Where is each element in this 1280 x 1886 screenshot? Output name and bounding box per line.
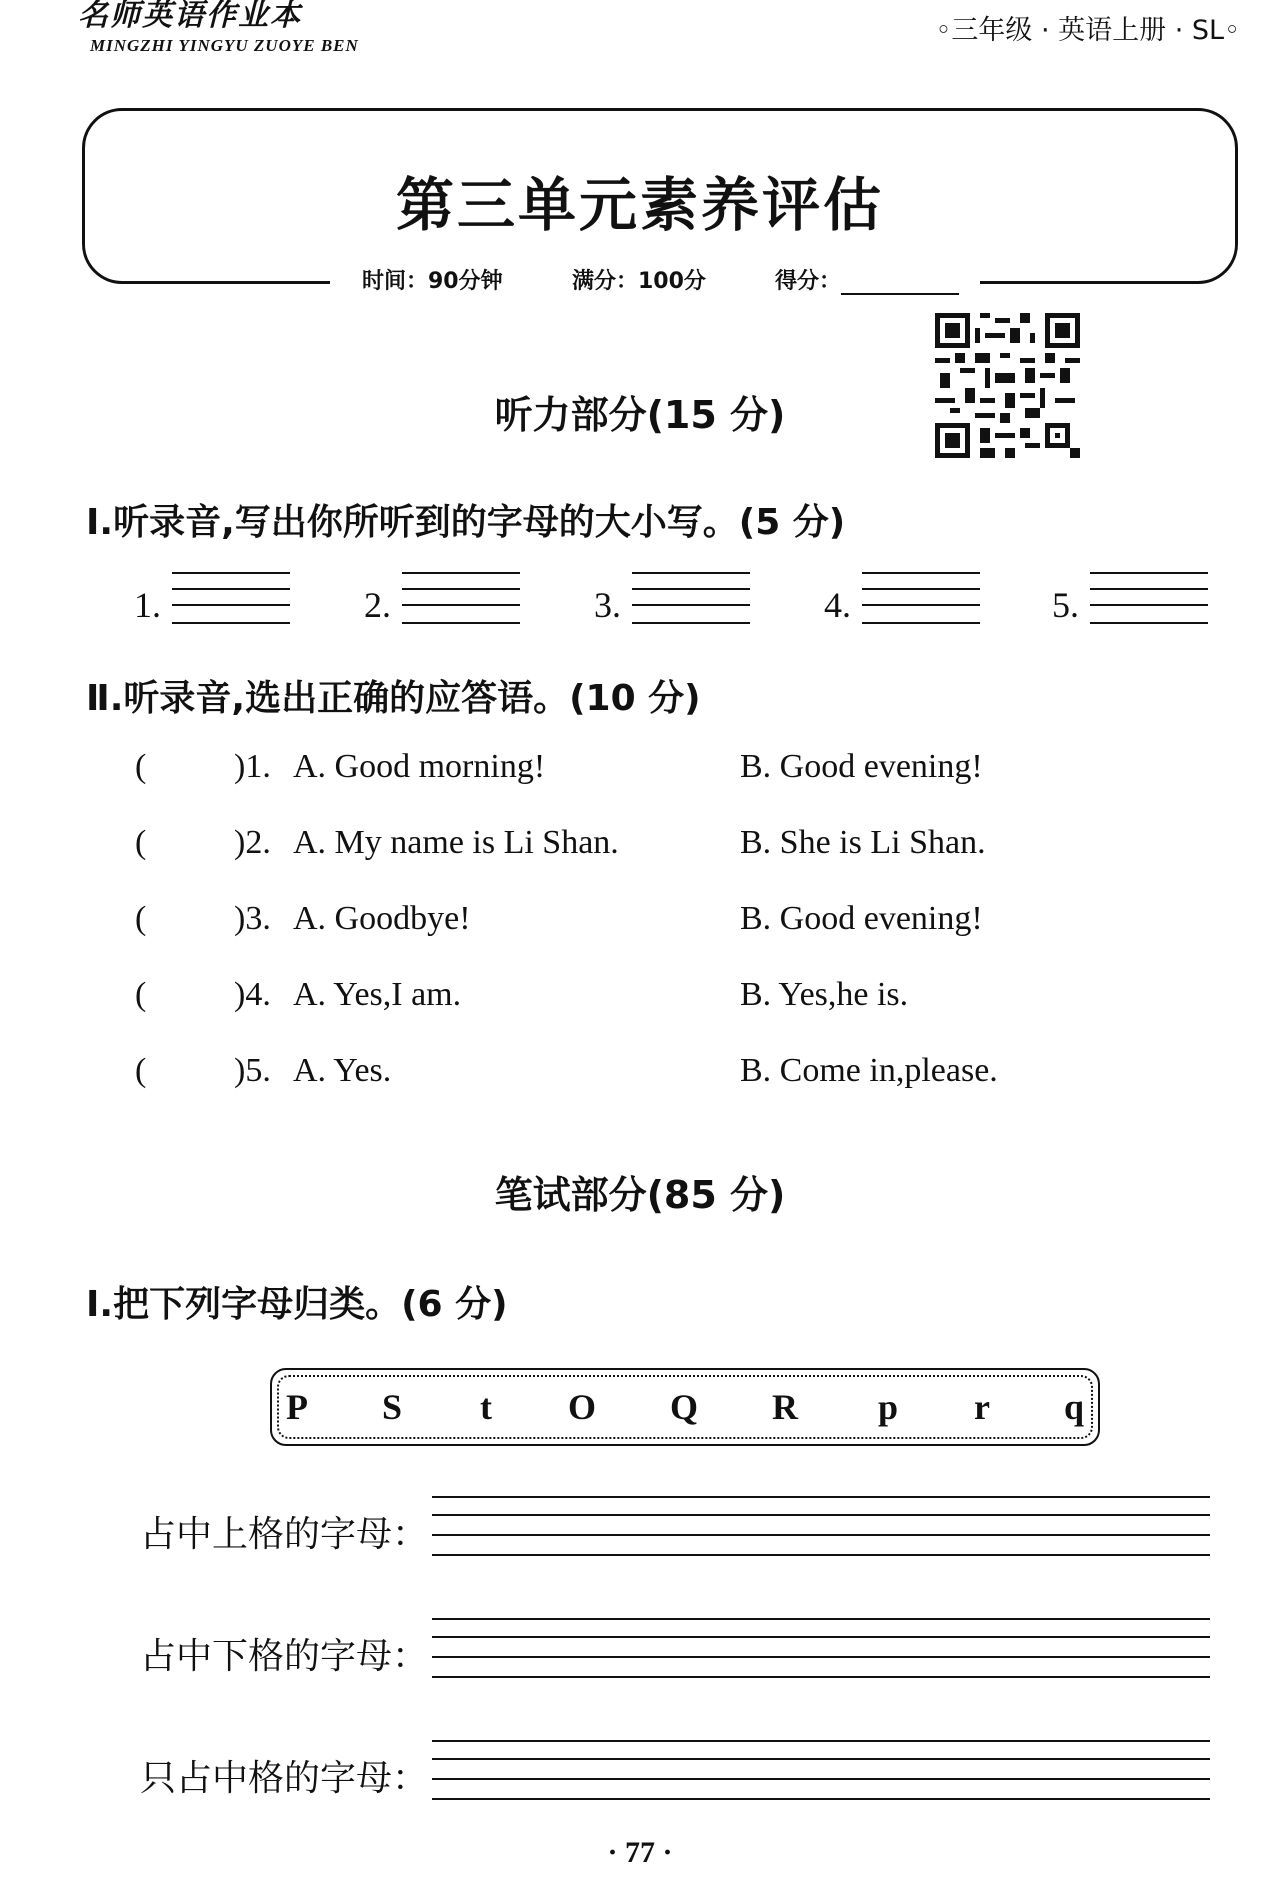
letter-item: O	[568, 1387, 597, 1427]
letter-item: S	[382, 1387, 403, 1427]
time-label: 时间：90分钟	[362, 269, 503, 294]
letter-item: t	[480, 1387, 492, 1427]
question-number: )2.	[234, 824, 271, 861]
option-b: B. Good evening!	[740, 900, 983, 937]
option-b: B. Good evening!	[740, 748, 983, 785]
brand-subtitle: MINGZHI YINGYU ZUOYE BEN	[90, 36, 359, 55]
category-label: 只占中格的字母：	[140, 1758, 429, 1799]
option-b: B. Yes,he is.	[740, 976, 909, 1013]
letter-item: P	[286, 1387, 308, 1427]
full-score-label: 满分：100分	[572, 269, 706, 294]
blank-number: 5.	[1052, 585, 1079, 625]
answer-paren[interactable]: (	[135, 1052, 147, 1089]
listening-part2-heading: Ⅱ.听录音,选出正确的应答语。(10 分)	[86, 678, 701, 719]
question-number: )3.	[234, 900, 271, 937]
score-label: 得分：	[775, 269, 842, 294]
score-field[interactable]	[775, 264, 959, 295]
letter-writing-lines[interactable]	[862, 572, 980, 628]
written-part1-heading: Ⅰ.把下列字母归类。(6 分)	[86, 1284, 508, 1325]
answer-paren[interactable]: (	[135, 976, 147, 1013]
option-a: A. Yes.	[293, 1052, 392, 1089]
question-number: )4.	[234, 976, 271, 1013]
question-number: )1.	[234, 748, 271, 785]
option-a: A. Yes,I am.	[293, 976, 462, 1013]
blank-number: 3.	[594, 585, 621, 625]
page-number: · 77 ·	[607, 1836, 673, 1869]
score-blank[interactable]	[841, 271, 959, 295]
question-number: )5.	[234, 1052, 271, 1089]
blank-number: 1.	[134, 585, 161, 625]
category-label: 占中下格的字母：	[140, 1636, 429, 1677]
category-writing-lines[interactable]	[432, 1740, 1210, 1802]
listening-part1-heading: Ⅰ.听录音,写出你所听到的字母的大小写。(5 分)	[86, 502, 846, 543]
letter-writing-lines[interactable]	[1090, 572, 1208, 628]
grade-label: ◦三年级 · 英语上册 · SL◦	[935, 15, 1240, 46]
letter-item: R	[772, 1387, 798, 1427]
letter-item: Q	[670, 1387, 699, 1427]
listening-heading: 听力部分(15 分)	[494, 393, 786, 437]
blank-number: 4.	[824, 585, 851, 625]
category-label: 占中上格的字母：	[140, 1514, 429, 1555]
answer-paren[interactable]: (	[135, 824, 147, 861]
blank-number: 2.	[364, 585, 391, 625]
category-writing-lines[interactable]	[432, 1496, 1210, 1558]
letter-writing-lines[interactable]	[632, 572, 750, 628]
page-title: 第三单元素养评估	[395, 171, 884, 239]
brand-logo-text: 名师英语作业本	[78, 0, 302, 33]
option-b: B. She is Li Shan.	[740, 824, 986, 861]
answer-paren[interactable]: (	[135, 748, 147, 785]
letter-writing-lines[interactable]	[402, 572, 520, 628]
answer-paren[interactable]: (	[135, 900, 147, 937]
letter-item: p	[878, 1387, 899, 1427]
letter-item: q	[1064, 1387, 1085, 1427]
option-a: A. My name is Li Shan.	[293, 824, 619, 861]
letter-item: r	[974, 1387, 990, 1427]
written-heading: 笔试部分(85 分)	[494, 1173, 786, 1217]
option-a: A. Goodbye!	[293, 900, 471, 937]
option-b: B. Come in,please.	[740, 1052, 998, 1089]
category-writing-lines[interactable]	[432, 1618, 1210, 1680]
option-a: A. Good morning!	[293, 748, 546, 785]
letter-writing-lines[interactable]	[172, 572, 290, 628]
